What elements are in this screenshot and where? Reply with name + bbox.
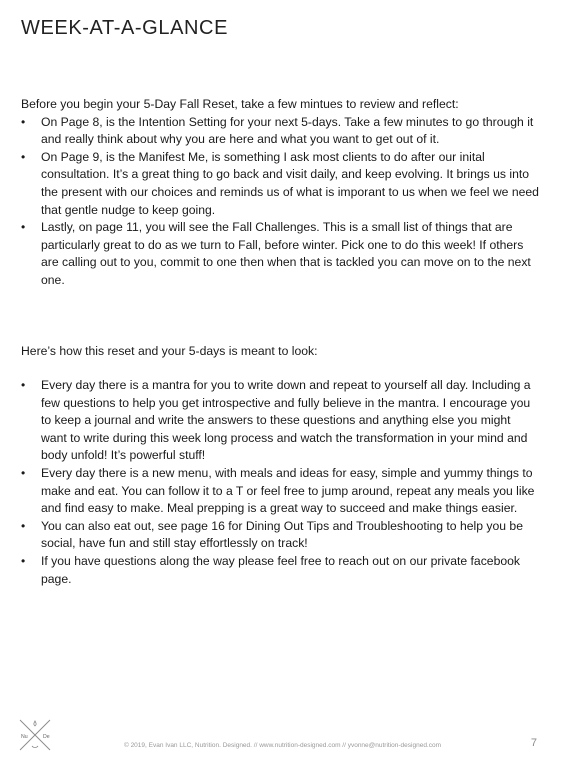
bullet-icon: • — [21, 465, 26, 480]
bullet-icon: • — [21, 378, 26, 392]
list-item — [21, 377, 539, 465]
bullet-list — [21, 377, 539, 588]
section-how-it-works — [21, 377, 539, 588]
logo-text-left: Nu — [21, 734, 28, 740]
list-item — [21, 114, 539, 149]
list-item-text: On Page 9, is the Manifest Me, is something I ask most clients to do after our inital consultation. It’s a great thing to go back and visit daily, and keep evolving. It brings us into the present with our choices and reminds us of what is imporant to us when we feel we need that gentle nudge to keep going. — [41, 149, 539, 217]
bullet-icon: • — [21, 553, 26, 568]
list-item-text: If you have questions along the way please feel free to reach out on our private facebook page. — [41, 553, 521, 586]
section-review — [21, 96, 539, 290]
list-item — [21, 518, 539, 553]
list-item — [21, 553, 539, 588]
list-item — [21, 219, 539, 289]
section-intro: Before you begin your 5-Day Fall Reset, take a few mintues to review and reflect: — [21, 97, 459, 111]
page-title: WEEK-AT-A-GLANCE — [21, 17, 229, 39]
list-item-text: Lastly, on page 11, you will see the Fall Challenges. This is a small list of things that are particularly great to do as we turn to Fall, before winter. Pick one to do this week! If others are calling out to you, commit to one then when that is tackled you can move on to the next one. — [41, 220, 531, 287]
list-item — [21, 149, 539, 219]
bullet-icon: • — [21, 114, 26, 129]
list-item — [21, 465, 539, 518]
bullet-icon: • — [21, 518, 26, 533]
list-item-text: You can also eat out, see page 16 for Dining Out Tips and Troubleshooting to help you be social, have fun and still stay effortlessly on track! — [41, 518, 523, 551]
footer-text: © 2019, Evan Ivan LLC, Nutrition. Designed. // www.nutrition-designed.com // yvonne@nutrition-designed.com — [123, 742, 442, 749]
bullet-icon: • — [21, 149, 26, 164]
list-item-text: On Page 8, is the Intention Setting for your next 5-days. Take a few minutes to go through it and really think about why you are here and what you want to get out of it. — [41, 114, 534, 147]
bullet-list — [21, 114, 539, 290]
logo-text-right: De — [43, 734, 50, 740]
bullet-icon: • — [21, 220, 26, 235]
page-number: 7 — [530, 737, 537, 749]
list-item-text: Every day there is a mantra for you to write down and repeat to yourself all day. Including a few questions to help you get introspective and fully believe in the mantra. I encourage you to keep a journal and write the answers to these questions and anything else you might want to write during this week long process and watch the transformation in your mind and body unfold! It’s powerful stuff! — [41, 378, 531, 463]
section-intro: Here’s how this reset and your 5-days is meant to look: — [21, 344, 318, 358]
list-item-text: Every day there is a new menu, with meals and ideas for easy, simple and yummy things to make and eat. You can follow it to a T or feel free to jump around, repeat any meals you like and find easy to make. Meal prepping is a great way to succeed and make things easier. — [41, 465, 535, 516]
